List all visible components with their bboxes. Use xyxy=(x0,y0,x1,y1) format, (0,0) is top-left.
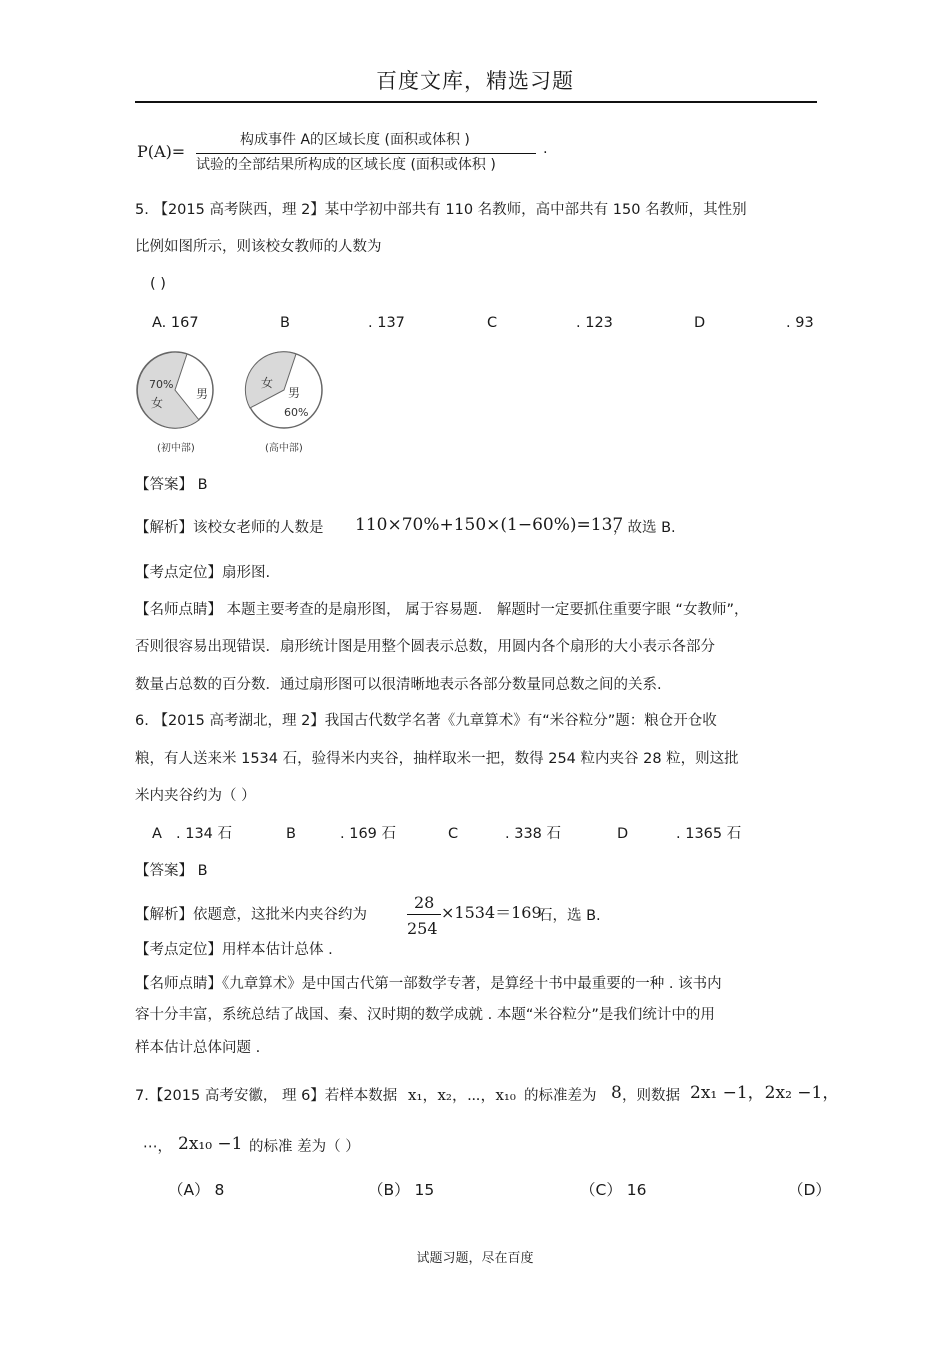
q6-fraction-bar xyxy=(407,914,441,915)
q5-analysis-label: 【解析】该校女老师的人数是 xyxy=(135,520,324,536)
q7-option-a: （A） 8 xyxy=(168,1181,225,1199)
q7-stem-line2-ellipsis: ⋯， xyxy=(143,1139,172,1155)
q6-comment-line1: 【名师点睛】《九章算术》是中国古代第一部数学专著，是算经十书中最重要的一种 . 该书内 xyxy=(135,976,722,992)
q5-option-c-letter: C xyxy=(487,315,498,331)
q5-knowledge-point: 【考点定位】扇形图. xyxy=(135,565,271,581)
q6-option-c-letter: C xyxy=(448,826,459,842)
page-title: 百度文库，精选习题 xyxy=(376,69,574,93)
q6-option-d-letter: D xyxy=(617,826,629,842)
q6-frac-denominator: 254 xyxy=(407,919,438,938)
page-footer: 试题习题，尽在百度 xyxy=(416,1251,534,1266)
q6-option-b-letter: B xyxy=(286,826,296,842)
q5-comment-line2: 否则很容易出现错误．扇形统计图是用整个圆表示总数，用圆内各个扇形的大小表示各部分 xyxy=(135,639,715,655)
q6-analysis-label: 【解析】依题意，这批米内夹谷约为 xyxy=(135,907,367,923)
q7-option-b: （B） 15 xyxy=(368,1181,435,1199)
q7-transformed-last: 2x₁₀ −1 xyxy=(178,1134,243,1154)
q5-analysis-tail: ，故选 B. xyxy=(613,520,676,536)
pie-junior-caption: (初中部) xyxy=(157,443,195,454)
pie-senior-female-label: 女 xyxy=(261,376,274,390)
q6-stem-line2: 粮，有人送来米 1534 石，验得米内夹谷，抽样取米一把，数得 254 粒内夹谷 28 粒，则这批 xyxy=(135,751,739,767)
q6-knowledge-point: 【考点定位】用样本估计总体 . xyxy=(135,942,333,958)
formula-lhs: P(A)= xyxy=(137,142,186,161)
q6-option-a-value: . 134 石 xyxy=(176,826,233,842)
q5-option-c-value: . 123 xyxy=(576,315,613,331)
q7-stem-part2: 的标准差为 xyxy=(524,1088,597,1104)
q7-std-value: 8 xyxy=(611,1083,622,1103)
formula-fraction-bar xyxy=(196,153,536,154)
q7-stem-part3: ，则数据 xyxy=(622,1088,680,1104)
q5-comment-line3: 数量占总数的百分数．通过扇形图可以很清晰地表示各部分数量同总数之间的关系. xyxy=(135,677,662,693)
q6-analysis-tail: 石，选 B. xyxy=(538,908,601,924)
pie-junior-female-label: 女 xyxy=(151,396,164,410)
formula-period: . xyxy=(543,141,548,157)
q6-comment-line3: 样本估计总体问题 . xyxy=(135,1040,261,1056)
header-divider xyxy=(135,101,817,103)
q6-option-c-value: . 338 石 xyxy=(505,826,562,842)
q5-stem-line1: 5. 【2015 高考陕西，理 2】某中学初中部共有 110 名教师，高中部共有 150 名教师，其性别 xyxy=(135,202,747,218)
q6-analysis-formula: ×1534＝169 xyxy=(441,903,542,922)
q5-option-b-letter: B xyxy=(280,315,290,331)
q7-sample-variables: x₁，x₂，⋯，x₁₀ xyxy=(408,1086,516,1104)
q7-stem-part1: 7.【2015 高考安徽， 理 6】若样本数据 xyxy=(135,1088,398,1104)
q7-option-d: （D） xyxy=(788,1181,831,1199)
q5-option-b-value: . 137 xyxy=(368,315,405,331)
q5-answer-blank: ( ) xyxy=(150,276,166,292)
q5-answer: 【答案】 B xyxy=(135,477,208,493)
q5-analysis-formula: 110×70%+150×(1−60%)=137 xyxy=(355,515,624,535)
q6-stem-line1: 6. 【2015 高考湖北，理 2】我国古代数学名著《九章算术》有“米谷粒分”题：粮仓开仓收 xyxy=(135,713,717,729)
q5-comment-line1: 【名师点睛】 本题主要考查的是扇形图， 属于容易题． 解题时一定要抓住重要字眼 “女教师”， xyxy=(135,602,749,618)
q7-option-c: （C） 16 xyxy=(580,1181,647,1199)
q6-answer: 【答案】 B xyxy=(135,863,208,879)
q5-option-a: A. 167 xyxy=(152,315,199,331)
q7-transformed-data: 2x₁ −1，2x₂ −1， xyxy=(690,1083,840,1103)
formula-denominator: 试验的全部结果所构成的区域长度 (面积或体积 ) xyxy=(196,157,496,173)
q5-option-d-value: . 93 xyxy=(786,315,814,331)
q6-comment-line2: 容十分丰富，系统总结了战国、秦、汉时期的数学成就 . 本题“米谷粒分”是我们统计中的用 xyxy=(135,1007,715,1023)
pie-senior-caption: (高中部) xyxy=(265,443,303,454)
q6-option-a-letter: A xyxy=(152,826,162,842)
pie-junior-pct: 70% xyxy=(149,378,174,391)
pie-junior-male-label: 男 xyxy=(196,387,209,401)
q6-option-b-value: . 169 石 xyxy=(340,826,397,842)
pie-senior-male-label: 男 xyxy=(288,386,301,400)
q5-stem-line2: 比例如图所示，则该校女教师的人数为 xyxy=(135,239,382,255)
q5-option-d-letter: D xyxy=(694,315,706,331)
q6-frac-numerator: 28 xyxy=(414,893,435,912)
q7-stem-line2-tail: 的标准 差为（ ） xyxy=(249,1139,360,1155)
pie-senior-pct: 60% xyxy=(284,406,309,419)
formula-numerator: 构成事件 A的区域长度 (面积或体积 ) xyxy=(240,132,470,148)
q6-stem-line3: 米内夹谷约为（ ） xyxy=(135,788,256,804)
q6-option-d-value: . 1365 石 xyxy=(676,826,742,842)
